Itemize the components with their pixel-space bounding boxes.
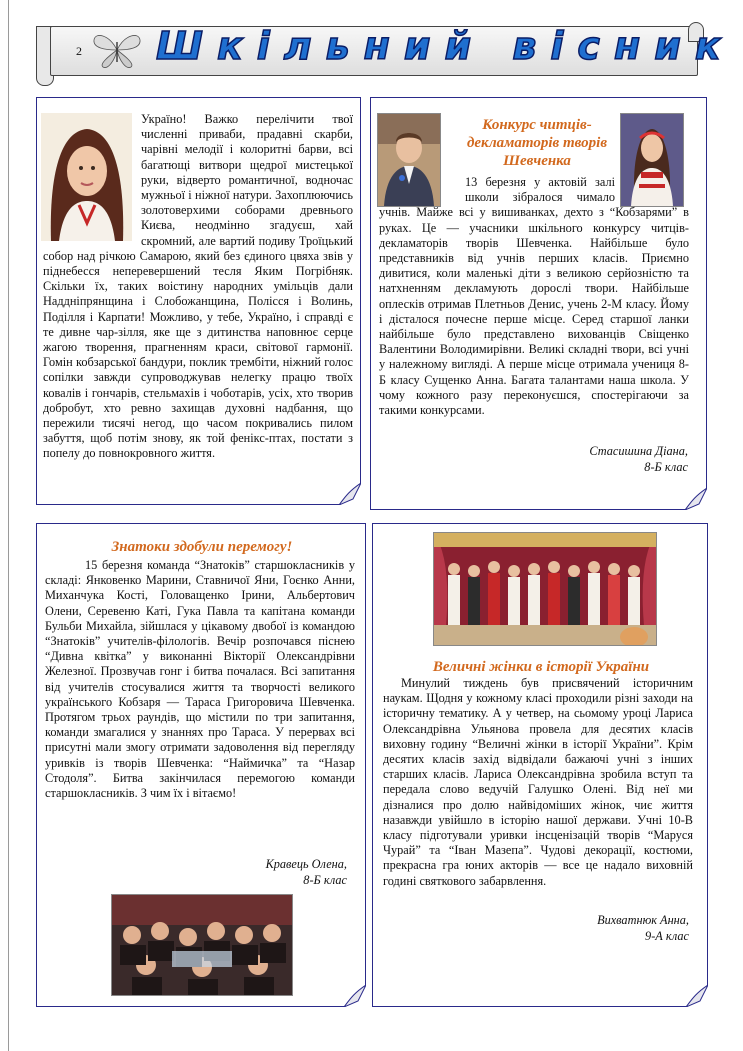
author-class: 8-Б клас <box>644 460 688 474</box>
page-curl-decoration <box>686 985 708 1007</box>
page-edge-line <box>8 0 9 1051</box>
article-contest-frame <box>370 97 707 510</box>
page-curl-decoration <box>685 488 707 510</box>
masthead-title: Шкільний вісник <box>156 24 735 68</box>
article-quiz-title: Знатоки здобули перемогу! <box>111 539 293 555</box>
article-women-title: Величні жінки в історії України <box>432 659 650 675</box>
article-quiz-frame <box>36 523 366 1007</box>
article-quiz-text: 15 березня команда “Знатоків” старшокласників у складі: Янковенко Марини, Ставничої Яни, Гоєнко Анни, Миханчука Кості, Головащенко Ірини, Альбертович Олени, Серевеню Каті, Гука Павла та капітана команди Бульби Михайла, зійшлася у цікавому двобої із командою “Знатоків” учителів-філологів. Вечір розпочався піснею “Дивна квітка” у виконанні Вікторії Олександрівни Железної. Прозвучав гонг і битва почалася. Всі запитання від учителів стосувалися життя та творчості великого українського Кобзаря — Тараса Григоровича Шевченка. Протягом трьох раундів, що містили по три запитання, команди змагалися у знаннях про Тараса. У перервах всі присутні мали змогу отримати задоволення від перегляду уривків із творів Шевченка: “Наймичка” та “Назар Стодоля”. Битва закінчилася перемогою команди старшокласників. З чим їх і вітаємо! <box>45 558 355 801</box>
author-name: Вихватнюк Анна, <box>597 913 689 927</box>
stage-performance-photo <box>433 532 657 646</box>
article-ukraine-text: Україно! Важко перелічити твої численні приваби, прадавні скарби, чарівні мелодії і колоритні барви, всі багатющі витвори щедрої мистецької руки, відверто романтичної, водночас мужньої і ніжної натури. Захоплюючись золотоверхими соборами древнього Києва, неодмінно згадуєш, хай скромний, але вартий подиву Троїцький собор над річкою Самарою, який без єдиного цвяха звів у піднебесся неперевершений тесля Яким Погрібняк. Скільки їх, таких воістину народних умільців дали Наддніпрянщина і Слобожанщина, Полісся і Волинь, Поділля і Карпати! Можливо, у тебе, Україно, і справді є те дивне чар-зілля, яке ще з дитинства наповнює серце жагою творення, прагненням краси, світової гармонії. Гомін кобзарської бандури, поклик трембіти, ніжний голос сопілки завжди супроводжував нелегку працю твоїх ковалів і гончарів, стельмахів і чоботарів, усіх, хто творив добробут, хто ревно захищав духовні надбання, що пережили тисячі негод, що часом покривались пилом забуття, щоб потім знову, як той фенікс-птах, постати з попелу до повнокровного життя. <box>43 112 353 461</box>
article-quiz-author <box>147 856 347 888</box>
page-number: 2 <box>76 44 82 58</box>
article-contest-author <box>488 443 688 475</box>
page-curl-decoration <box>339 483 361 505</box>
article-women-frame <box>372 523 708 1007</box>
author-name: Стасишина Діана, <box>589 444 688 458</box>
author-class: 9-А клас <box>645 929 689 943</box>
page-curl-decoration <box>344 985 366 1007</box>
article-ukraine-frame <box>36 97 361 505</box>
author-class: 8-Б клас <box>303 873 347 887</box>
article-contest-text: 13 березня у актовій залі школи зібралося чимало учнів. Майже всі у вишиванках, дехто з “Кобзарями” в руках. Це — учасники шкільного конкурсу читців-декламаторів творів Шевченка. Найбільше було представників від учнів перших класів. Приємно дивитися, коли маленькі діти з великою серйозністю та натхненням декламують дорослі твори. Найбільше оплесків отримав Плетньов Денис, учень 2-М класу. Йому і дісталося почесне перше місце. Серед старшої ланки найбільше було представлено вихованців Свіщенко Валентини Володимирівни. Великі складні твори, всі учні у належному вигляді. А перше місце отримала учениця 8-Б класу Сущенко Анна. Багата талантами наша школа. У чому кожного разу переконуєшся, спостерігаючи за такими конкурсами. <box>379 175 689 418</box>
butterfly-icon <box>91 30 143 70</box>
header-banner <box>36 22 735 84</box>
quiz-audience-photo <box>111 894 293 996</box>
article-women-author <box>489 912 689 944</box>
author-name: Кравець Олена, <box>265 857 347 871</box>
article-contest-title: Конкурс читців-декламаторів творів Шевченка <box>466 117 608 169</box>
article-women-text: Минулий тиждень був присвячений історичним наукам. Щодня у кожному класі проходили різні заходи на історичну тематику. А у четвер, на сьомому уроці Лариса Олександрівна Ульянова провела для десятих класів виховну годину “Величні жінки в історії України”. Крім десятих класів захід відвідали бажаючі учні з інших старших класів. Лариса Олександрівна зробила вступ та передала слово ведучій Галушко Олені. Від неї ми дізналися про долю найвідоміших жінок, чиє життя назавжди увійшло в історію нашої держави. Учні 10-В класу підготували уривки інсценізацій творів “Маруся Чурай” та “Іван Мазепа”. Чудові декорації, костюми, прекрасна гра юних акторів — все це надало виховній годині святкового забарвлення. <box>383 676 693 888</box>
